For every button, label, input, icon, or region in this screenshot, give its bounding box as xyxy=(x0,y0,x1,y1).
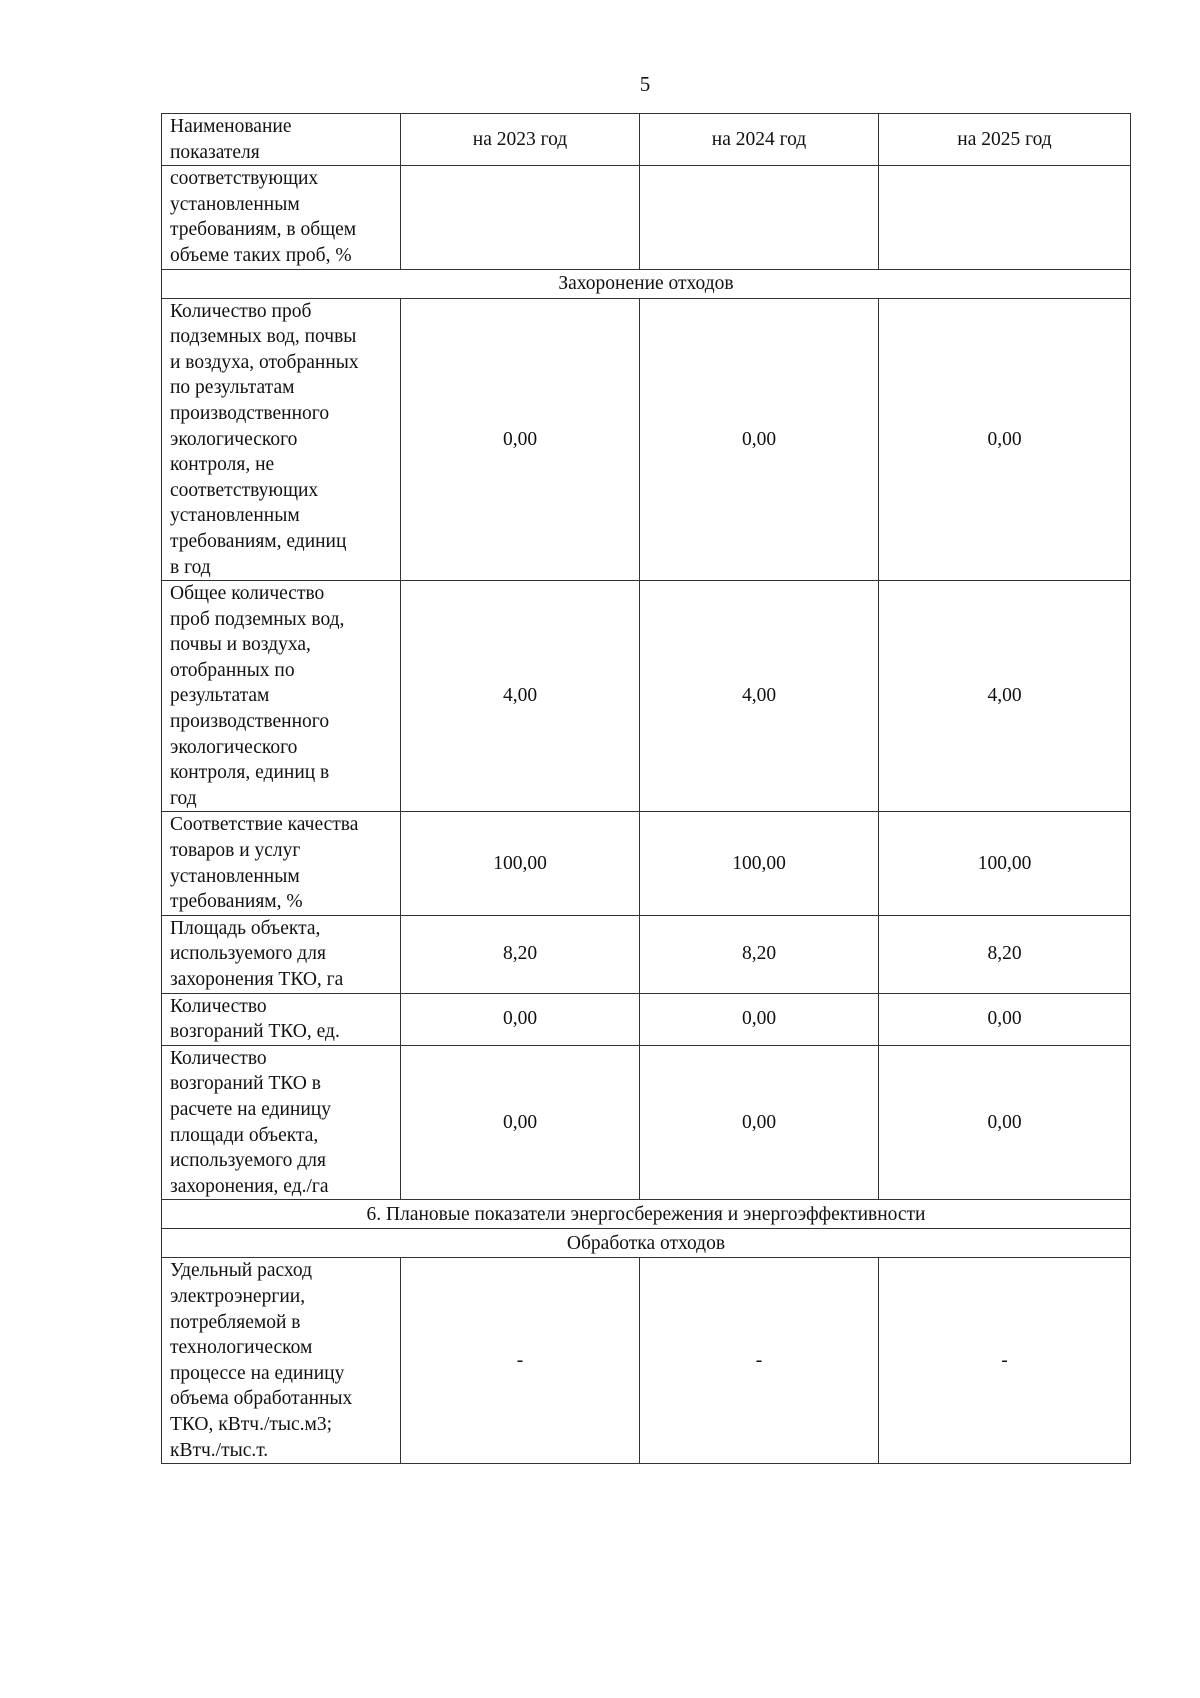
header-indicator-name: Наименование показателя xyxy=(162,114,401,166)
table-row xyxy=(162,812,1131,915)
indicator-name: Количество проб подземных вод, почвы и воздуха, отобранных по результатам производственного экологического контроля, не соответствующих установленным требованиям, единиц в год xyxy=(162,298,401,581)
header-year-2024: на 2024 год xyxy=(640,114,879,166)
value-2023 xyxy=(401,166,640,269)
table-row xyxy=(162,1258,1131,1464)
value-2024: 4,00 xyxy=(640,581,879,812)
value-2024: - xyxy=(640,1258,879,1464)
indicators-table xyxy=(161,113,1131,1464)
value-2025: 0,00 xyxy=(879,298,1131,581)
table-row xyxy=(162,993,1131,1045)
value-2023: 4,00 xyxy=(401,581,640,812)
value-2025 xyxy=(879,166,1131,269)
value-2025: - xyxy=(879,1258,1131,1464)
value-2024: 0,00 xyxy=(640,298,879,581)
indicator-name: Количество возгораний ТКО в расчете на единицу площади объекта, используемого для захоронения, ед./га xyxy=(162,1045,401,1200)
table-row xyxy=(162,298,1131,581)
value-2024: 0,00 xyxy=(640,993,879,1045)
value-2024: 8,20 xyxy=(640,915,879,993)
section-title: Захоронение отходов xyxy=(162,269,1131,298)
header-year-2023: на 2023 год xyxy=(401,114,640,166)
value-2023: - xyxy=(401,1258,640,1464)
indicator-name: Количество возгораний ТКО, ед. xyxy=(162,993,401,1045)
table-row xyxy=(162,915,1131,993)
value-2024 xyxy=(640,166,879,269)
value-2023: 8,20 xyxy=(401,915,640,993)
table-header-row xyxy=(162,114,1131,166)
value-2024: 0,00 xyxy=(640,1045,879,1200)
indicator-name: Соответствие качества товаров и услуг установленным требованиям, % xyxy=(162,812,401,915)
table-row xyxy=(162,581,1131,812)
indicator-name: Удельный расход электроэнергии, потребляемой в технологическом процессе на единицу объема обработанных ТКО, кВтч./тыс.м3; кВтч./тыс.т. xyxy=(162,1258,401,1464)
header-year-2025: на 2025 год xyxy=(879,114,1131,166)
value-2025: 4,00 xyxy=(879,581,1131,812)
indicator-name: Общее количество проб подземных вод, почвы и воздуха, отобранных по результатам производственного экологического контроля, единиц в год xyxy=(162,581,401,812)
indicator-name: Площадь объекта, используемого для захоронения ТКО, га xyxy=(162,915,401,993)
table-row xyxy=(162,166,1131,269)
page-number: 5 xyxy=(639,72,651,96)
value-2023: 0,00 xyxy=(401,1045,640,1200)
table-row xyxy=(162,1045,1131,1200)
section-title: 6. Плановые показатели энергосбережения и энергоэффективности xyxy=(162,1200,1131,1229)
section-row xyxy=(162,269,1131,298)
value-2025: 0,00 xyxy=(879,1045,1131,1200)
value-2024: 100,00 xyxy=(640,812,879,915)
section-row xyxy=(162,1200,1131,1229)
section-row xyxy=(162,1229,1131,1258)
indicator-name: соответствующих установленным требованиям, в общем объеме таких проб, % xyxy=(162,166,401,269)
value-2023: 100,00 xyxy=(401,812,640,915)
value-2025: 100,00 xyxy=(879,812,1131,915)
table-body xyxy=(162,166,1131,1464)
value-2025: 8,20 xyxy=(879,915,1131,993)
section-title: Обработка отходов xyxy=(162,1229,1131,1258)
value-2023: 0,00 xyxy=(401,298,640,581)
value-2025: 0,00 xyxy=(879,993,1131,1045)
value-2023: 0,00 xyxy=(401,993,640,1045)
